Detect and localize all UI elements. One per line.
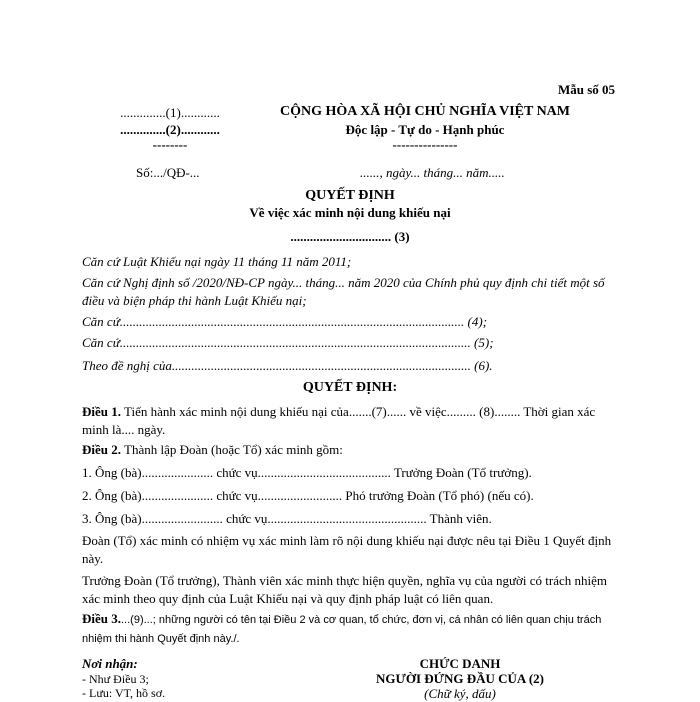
team-duty: Đoàn (Tổ) xác minh có nhiệm vụ xác minh làm rõ nội dung khiếu nại được nêu tại Điều 1 Quyết định này. — [82, 533, 612, 566]
article-2 — [82, 441, 622, 459]
recipients-heading: Nơi nhận: — [82, 656, 138, 671]
article-2-text: Thành lập Đoàn (hoặc Tổ) xác minh gồm: — [121, 442, 343, 457]
member-3: 3. Ông (bà)......................... chức vụ................................................. Thành viên. — [82, 511, 492, 526]
recipient-item: - Lưu: VT, hồ sơ. — [82, 686, 166, 700]
preamble-basis-5: Căn cứ............................................................................................................ (5); — [82, 335, 494, 350]
document-number: Số:.../QĐ-... — [136, 165, 200, 180]
motto-rule: --------------- — [392, 137, 458, 152]
member-1: 1. Ông (bà)...................... chức vụ......................................... Trưởng Đoàn (Tổ trưởng). — [82, 465, 532, 480]
team-rights: Trưởng Đoàn (Tổ trưởng), Thành viên xác minh thực hiện quyền, nghĩa vụ của người có trách nhiệm xác minh theo quy định của Luật Khiếu nại và quy định pháp luật có liên quan. — [82, 573, 608, 606]
article-2-label: Điều 2. — [82, 442, 121, 457]
country-name: CỘNG HÒA XÃ HỘI CHỦ NGHĨA VIỆT NAM — [279, 104, 570, 119]
document-title: QUYẾT ĐỊNH — [305, 188, 395, 203]
form-number: Mẫu số 05 — [558, 82, 616, 97]
agency-rule: -------- — [152, 137, 188, 152]
issuing-authority: ............................... (3) — [290, 229, 410, 244]
signature-note: (Chữ ký, dấu) — [424, 686, 496, 701]
recipient-item: - Như Điều 3; — [82, 672, 149, 686]
preamble-decree: Căn cứ Nghị định số /2020/NĐ-CP ngày... tháng... năm 2020 của Chính phủ quy định chi tiết một số điều và biện pháp thi hành Luật Khiếu nại; — [82, 275, 605, 308]
article-1 — [82, 403, 622, 439]
article-3-text: ...(9)...; những người có tên tại Điều 2 và cơ quan, tổ chức, đơn vị, cá nhân có liên quan chịu trách nhiệm thi hành Quyết định này./. — [82, 614, 602, 645]
article-1-text: Tiến hành xác minh nội dung khiếu nại của.......(7)...... về việc......... (8)........ Thời gian xác minh là.... ngày. — [82, 404, 596, 437]
preamble-law: Căn cứ Luật Khiếu nại ngày 11 tháng 11 năm 2011; — [82, 254, 352, 269]
decision-heading: QUYẾT ĐỊNH: — [302, 380, 398, 395]
national-motto: Độc lập - Tự do - Hạnh phúc — [345, 122, 505, 137]
place-date: ......, ngày... tháng... năm..... — [360, 165, 505, 180]
preamble-proposal: Theo đề nghị của............................................................................................ (6). — [82, 358, 493, 373]
preamble-basis-4: Căn cứ.......................................................................................................... (4); — [82, 314, 488, 329]
article-3 — [82, 610, 622, 648]
document-subtitle: Về việc xác minh nội dung khiếu nại — [249, 205, 451, 220]
agency-line-2: ..............(2)............ — [120, 122, 220, 137]
signature-head: NGƯỜI ĐỨNG ĐẦU CỦA (2) — [375, 671, 545, 686]
article-1-label: Điều 1. — [82, 404, 121, 419]
signature-title: CHỨC DANH — [419, 656, 501, 671]
article-3-label: Điều 3. — [82, 611, 121, 626]
member-2: 2. Ông (bà)...................... chức vụ.......................... Phó trưởng Đoàn (Tổ phó) (nếu có). — [82, 488, 534, 503]
agency-line-1: ..............(1)............ — [120, 105, 220, 120]
